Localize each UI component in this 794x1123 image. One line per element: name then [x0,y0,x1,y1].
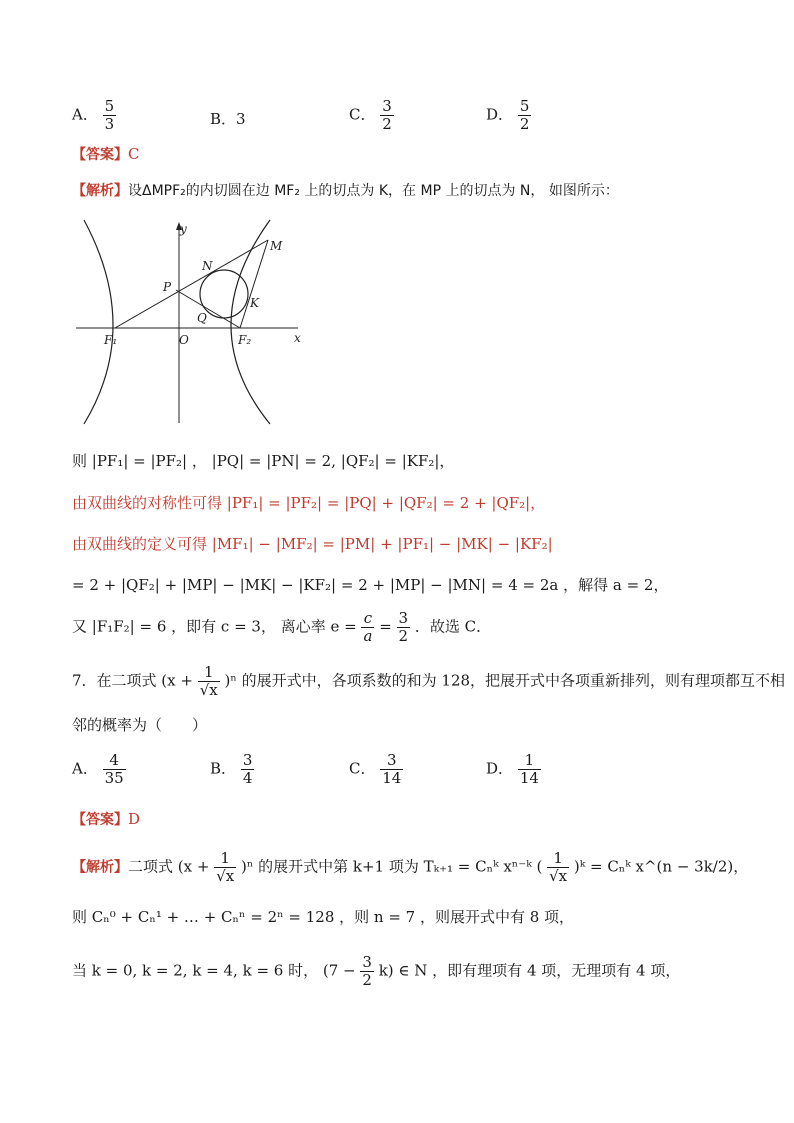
label-o: O [179,333,189,347]
fraction: $\frac{1}{√x}$ [199,663,218,699]
label-f2: F₂ [238,333,252,347]
fraction: $\frac{3}{2}$ [398,609,409,645]
fraction: $\frac{3}{4}$ [242,751,253,787]
hyperbola-left-branch [84,220,113,424]
q7-analysis-line-1: 【解析】二项式 (x + $\frac{1}{√x}$ )ⁿ 的展开式中第 k+1 项为 Tₖ₊₁ = Cₙᵏ xⁿ⁻ᵏ ( $\frac{1}{√x}$ )ᵏ = Cₙᵏ x^(n − 3k/2)， [72,849,749,885]
fraction: $\frac{1}{√x}$ [216,849,235,885]
fraction: $\frac{5}{2}$ [519,97,530,133]
q7-option-b: B． $\frac{3}{4}$ [210,751,253,787]
line-f1-m [115,240,268,328]
q6-option-b: B．3 [210,110,246,128]
label-p: P [163,280,172,294]
q6-option-c: C． $\frac{3}{2}$ [349,97,392,133]
fraction: $\frac{3}{2}$ [362,953,372,989]
label-k: K [250,296,259,310]
line-p-f2 [176,290,240,328]
fraction: $\frac{3}{14}$ [382,751,402,787]
q6-line-5: 又 |F₁F₂| = 6 ，即有 c = 3， 离心率 e = $\frac{c}{a}$ = $\frac{3}{2}$ ．故选 C． [72,609,492,645]
q6-option-d: D． $\frac{5}{2}$ [486,97,530,133]
fraction: $\frac{1}{14}$ [519,751,539,787]
label-q: Q [197,311,207,325]
fraction: $\frac{5}{3}$ [104,97,115,133]
q6-line-4: = 2 + |QF₂| + |MP| − |MK| − |KF₂| = 2 + |MP| − |MN| = 4 = 2a ，解得 a = 2， [72,576,669,594]
q7-option-c: C． $\frac{3}{14}$ [349,751,402,787]
q7-option-a: A． $\frac{4}{35}$ [72,751,124,787]
label-f1: F₁ [104,333,118,347]
q7-stem: 7．在二项式 (x + $\frac{1}{√x}$ )ⁿ 的展开式中，各项系数的和为 128，把展开式中各项重新排列，则有理项都互不相 [72,663,786,699]
fraction: $\frac{1}{√x}$ [549,849,568,885]
incircle [200,270,248,318]
label-x: x [294,331,301,345]
q6-option-a: A． $\frac{5}{3}$ [72,97,115,133]
fraction: $\frac{c}{a}$ [363,609,373,645]
label-y: y [180,222,187,236]
q7-option-d: D． $\frac{1}{14}$ [486,751,539,787]
q6-answer: 【答案】C [72,145,140,163]
fraction: $\frac{4}{35}$ [104,751,124,787]
q7-analysis-line-2: 则 Cₙ⁰ + Cₙ¹ + … + Cₙⁿ = 2ⁿ = 128 ，则 n = 7 ，则展开式中有 8 项， [72,908,575,926]
hyperbola-figure [72,218,312,428]
q6-line-2: 由双曲线的对称性可得 |PF₁| = |PF₂| = |PQ| + |QF₂| = 2 + |QF₂|， [72,494,546,512]
q7-answer: 【答案】D [72,810,141,828]
q7-analysis-line-3: 当 k = 0, k = 2, k = 4, k = 6 时， (7 − $\frac{3}{2}$ k) ∈ N ，即有理项有 4 项，无理项有 4 项， [72,953,681,989]
fraction: $\frac{3}{2}$ [382,97,392,133]
label-n: N [202,259,213,273]
q6-line-3: 由双曲线的定义可得 |MF₁| − |MF₂| = |PM| + |PF₁| − |MK| − |KF₂| [72,535,553,553]
q6-analysis-intro: 【解析】设ΔMPF₂的内切圆在边 MF₂ 上的切点为 K，在 MP 上的切点为 N， 如图所示： [72,183,619,199]
label-m: M [270,239,283,253]
q7-stem-continued: 邻的概率为（ ） [72,716,208,734]
q6-line-1: 则 |PF₁| = |PF₂| ， |PQ| = |PN| = 2, |QF₂| = |KF₂|， [72,452,455,470]
